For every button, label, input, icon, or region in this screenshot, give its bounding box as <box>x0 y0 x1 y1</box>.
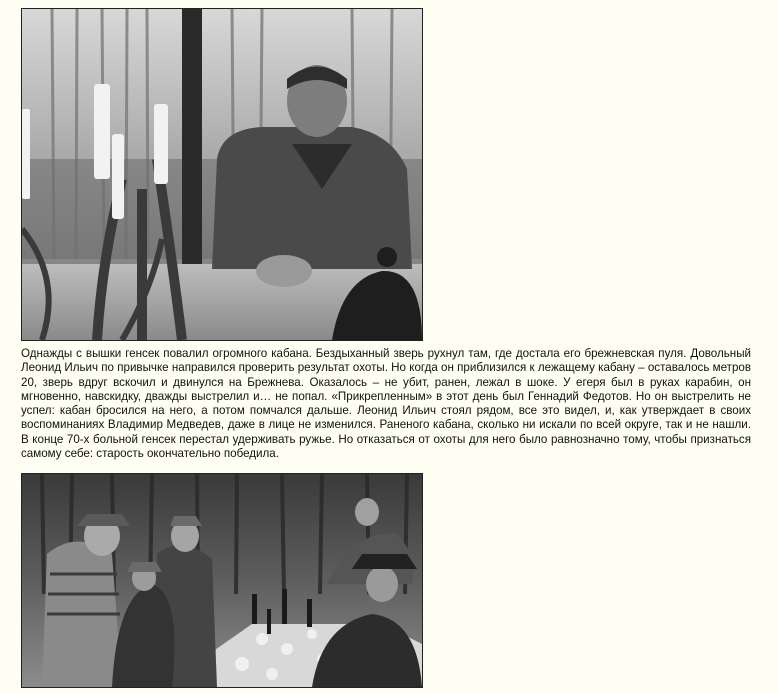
photo-hunting-party-picnic <box>21 473 423 688</box>
photo-hunting-party-picnic-image <box>22 474 422 687</box>
photo-brezhnev-at-table-image <box>22 9 422 340</box>
article-paragraph: Однажды с вышки генсек повалил огромного кабана. Бездыханный зверь рухнул там, где достала его брежневская пуля. Довольный Леонид Ильич по привычке направился проверить результат охоты. Но когда он приблизился к лежащему кабану – оставалось метров 20, зверь вдруг вскочил и двинулся на Брежнева. Оказалось – не убит, ранен, лежал в шоке. У егеря был в руках карабин, он мгновенно, навскидку, дважды выстрелил и… не попал. «Прикрепленным» в этот день был Геннадий Федотов. Но он выстрелить не успел: кабан бросился на него, а потом помчался дальше. Леонид Ильич стоял рядом, все это видел, и, как утверждает в своих воспоминаниях Владимир Медведев, даже в лице не изменился. Раненого кабана, сколько ни искали по всей округе, так и не нашли. В конце 70-х больной генсек перестал удерживать ружье. Но отказаться от охоты для него было равнозначно тому, чтобы признаться самому себе: старость окончательно победила. <box>21 347 751 461</box>
photo-brezhnev-at-table <box>21 8 423 341</box>
